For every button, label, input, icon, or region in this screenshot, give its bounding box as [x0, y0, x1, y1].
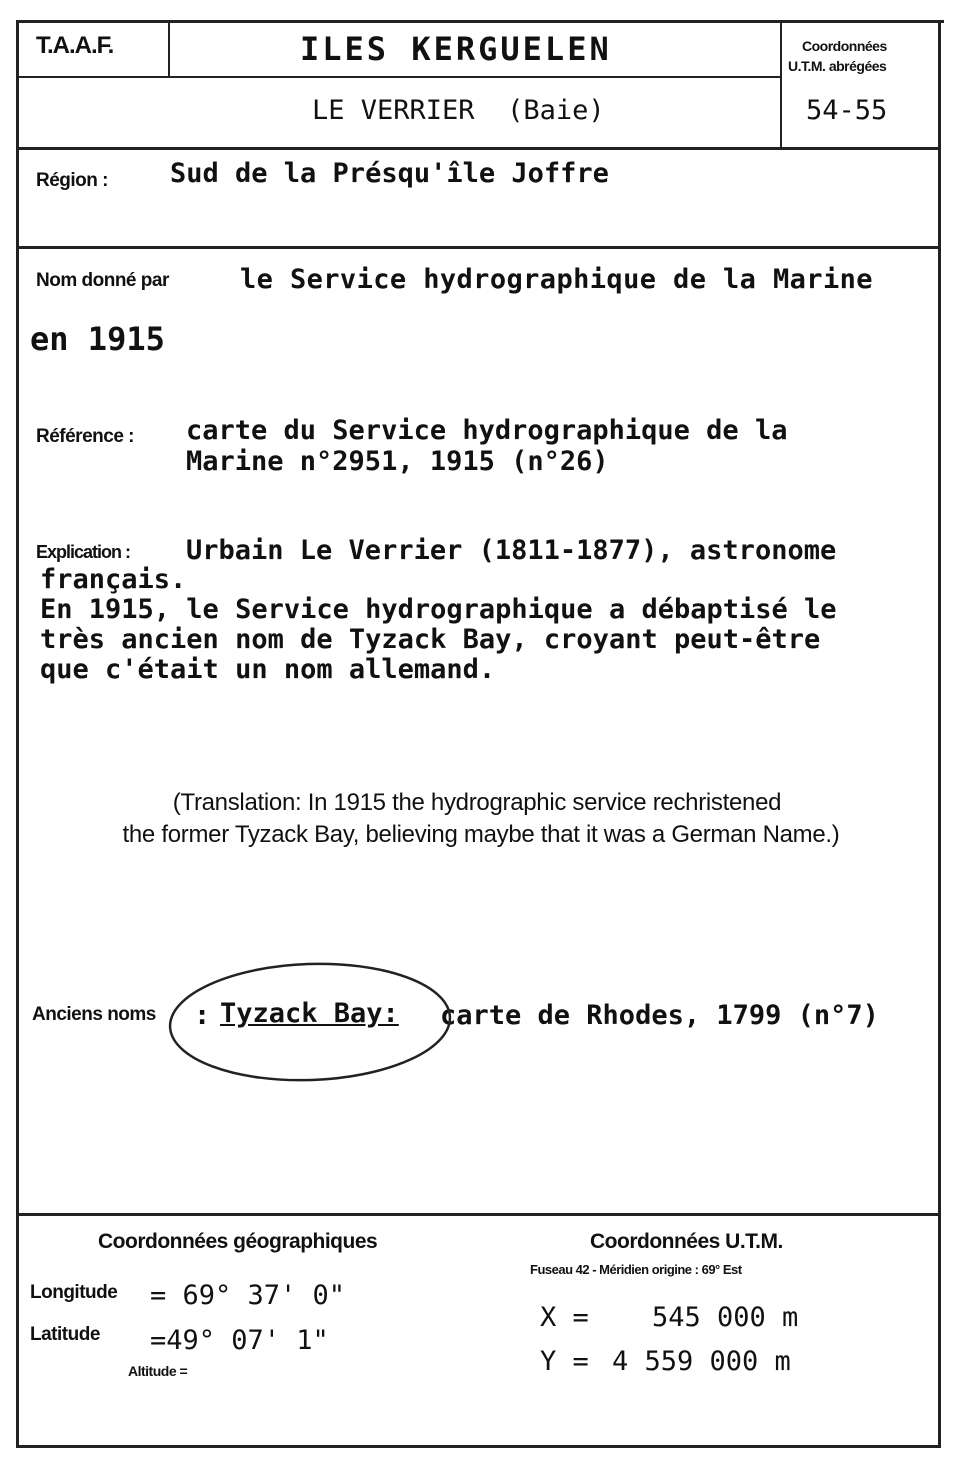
utm-zone-subtitle: Fuseau 42 - Méridien origine : 69° Est: [530, 1262, 742, 1277]
explanation-line-4: très ancien nom de Tyzack Bay, croyant peut-être: [40, 624, 821, 655]
named-year: en 1915: [30, 320, 165, 358]
utm-abbrev-label-1: Coordonnées: [802, 38, 887, 54]
former-names-label: Anciens noms: [32, 1004, 156, 1025]
named-by-value: le Service hydrographique de la Marine: [240, 264, 873, 295]
named-by-label: Nom donné par: [36, 270, 169, 291]
latitude-value: =49° 07' 1": [150, 1325, 329, 1356]
former-names-colon: :: [194, 1000, 211, 1031]
explanation-label: Explication :: [36, 542, 131, 562]
header-divider-utm: [780, 20, 782, 148]
longitude-label: Longitude: [30, 1282, 118, 1303]
latitude-label: Latitude: [30, 1324, 100, 1345]
translation-line-2: the former Tyzack Bay, believing maybe that it was a German Name.): [122, 821, 840, 848]
region-bottom-line: [16, 246, 941, 249]
longitude-value: = 69° 37' 0": [150, 1280, 346, 1311]
utm-coordinates-title: Coordonnées U.T.M.: [590, 1230, 783, 1253]
reference-label: Référence :: [36, 426, 134, 447]
utm-x-value: 545 000 m: [652, 1302, 799, 1333]
utm-abbrev-value: 54-55: [806, 95, 888, 126]
utm-y-label: Y =: [540, 1346, 589, 1377]
header-divider-taaf: [168, 20, 170, 78]
utm-abbrev-label-2: U.T.M. abrégées: [788, 58, 887, 74]
utm-x-label: X =: [540, 1302, 589, 1333]
frame-left: [16, 20, 19, 1448]
former-name-tyzack: Tyzack Bay:: [220, 998, 399, 1029]
explanation-line-2: français.: [40, 564, 187, 595]
former-names-source: carte de Rhodes, 1799 (n°7): [440, 1000, 879, 1031]
frame-bottom: [16, 1445, 941, 1448]
header-hline: [16, 76, 780, 78]
explanation-line-5: que c'était un nom allemand.: [40, 654, 496, 685]
document-title: ILES KERGUELEN: [300, 30, 612, 68]
utm-y-value: 4 559 000 m: [612, 1346, 791, 1377]
frame-right: [938, 20, 941, 1448]
reference-line-1: carte du Service hydrographique de la: [186, 415, 788, 446]
explanation-line-3: En 1915, le Service hydrographique a débaptisé le: [40, 594, 837, 625]
reference-line-2: Marine n°2951, 1915 (n°26): [186, 446, 609, 477]
taaf-label: T.A.A.F.: [36, 32, 114, 59]
explanation-line-1: Urbain Le Verrier (1811-1877), astronome: [186, 535, 837, 566]
region-label: Région :: [36, 170, 108, 191]
coordinates-top-line: [16, 1213, 941, 1216]
altitude-label: Altitude =: [128, 1363, 188, 1379]
region-value: Sud de la Présqu'île Joffre: [170, 158, 609, 189]
geo-coordinates-title: Coordonnées géographiques: [98, 1230, 378, 1253]
place-name: LE VERRIER (Baie): [312, 95, 605, 126]
header-bottom-line: [16, 147, 941, 150]
translation-line-1: (Translation: In 1915 the hydrographic service rechristened: [172, 789, 782, 816]
frame-top: [16, 20, 944, 23]
